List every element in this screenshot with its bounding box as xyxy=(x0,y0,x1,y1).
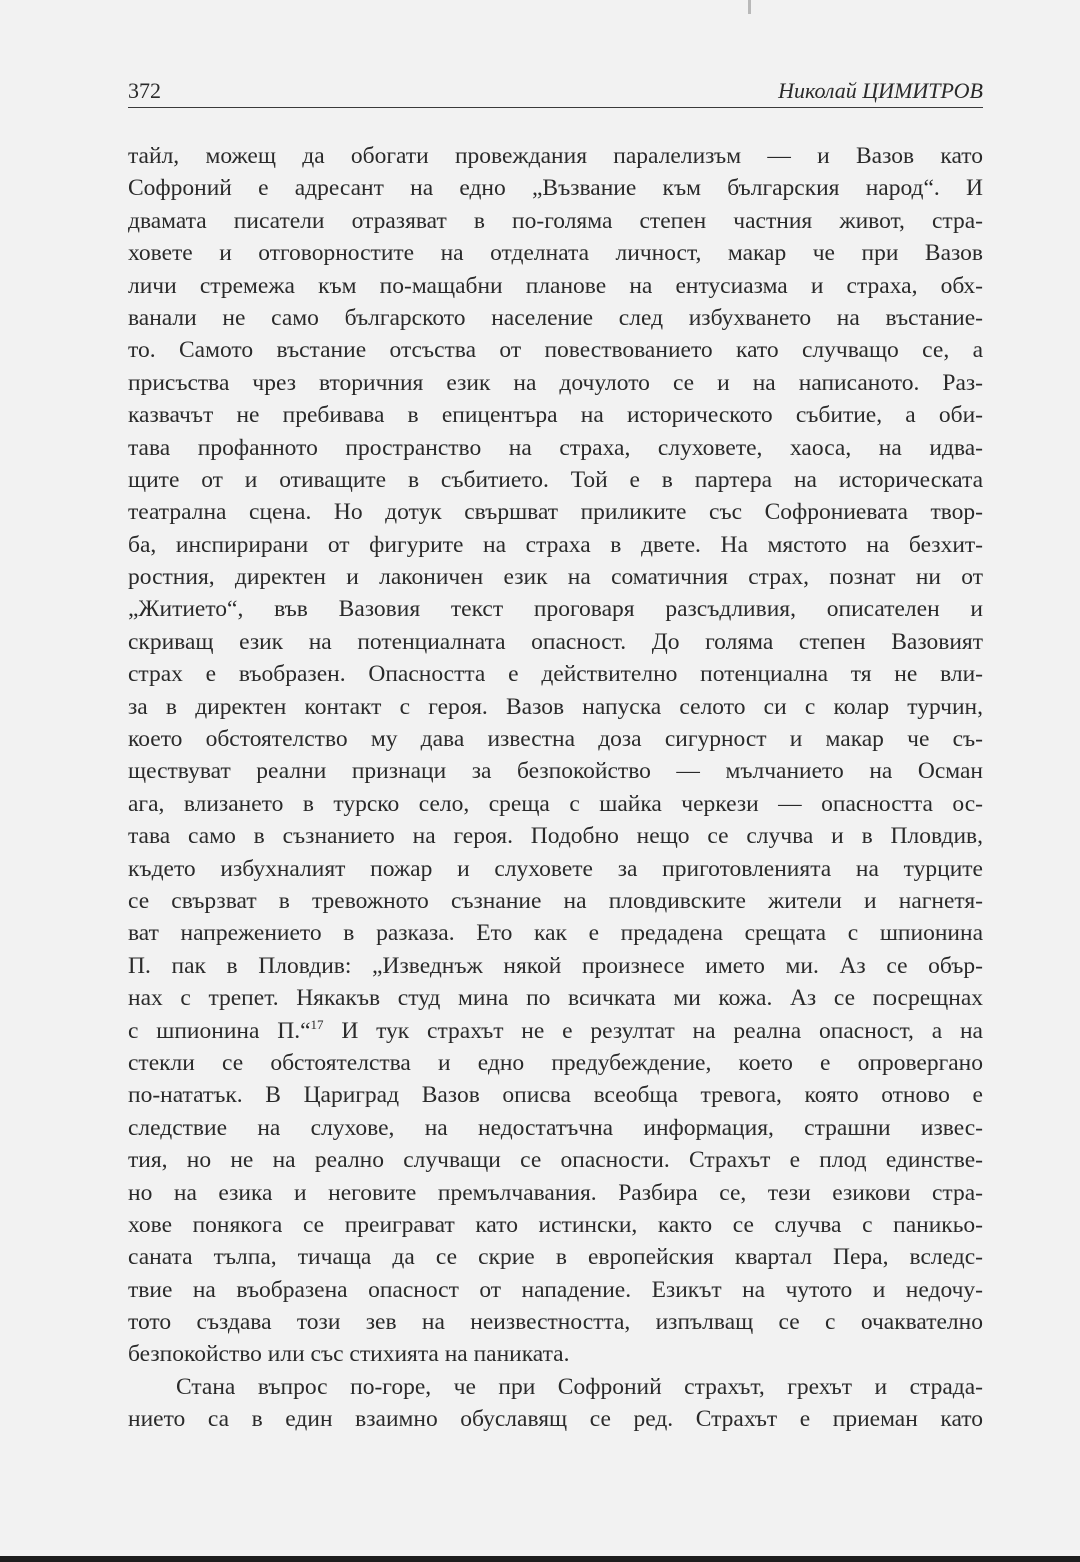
text-line: двамата писатели отразяват в по-голяма степен частния живот, стра- xyxy=(128,207,983,234)
text-line: П. пак в Пловдив: „Изведнъж някой произнесе името ми. Аз се обър- xyxy=(128,952,983,979)
text-line: ванали не само българското население след избухването на въстание- xyxy=(128,304,983,331)
paragraph-end-line: безпокойство или със стихията на паниката. xyxy=(128,1341,570,1368)
page-number: 372 xyxy=(128,78,161,103)
scan-bottom-edge xyxy=(0,1556,1080,1562)
text-line: ага, влизането в турско село, среща с шайка черкези — опасността ос- xyxy=(128,790,983,817)
text-line: тайл, можещ да обогати провеждания паралелизъм — и Вазов като xyxy=(128,143,983,169)
text-line: ростния, директен и лаконичен език на соматичния страх, познат ни от xyxy=(128,564,983,591)
text-line: но на езика и неговите премълчавания. Разбира се, тези езикови стра- xyxy=(128,1179,983,1206)
text-line: страх е въобразен. Опасността е действително потенциална тя не вли- xyxy=(128,661,983,688)
text-line: личи стремежа към по-мащабни планове на ентусиазма и страха, обх- xyxy=(128,272,983,299)
footnote-line-end: И тук страхът не е резултат на реална опасност, а на xyxy=(323,1017,983,1044)
header-rule xyxy=(128,107,983,108)
footnote-line-start: с шпионина П.“ xyxy=(128,1017,311,1044)
text-line-with-footnote xyxy=(128,1015,983,1047)
footnote-reference[interactable]: 17 xyxy=(310,1016,324,1032)
text-line: ществуват реални признаци за безпокойство — мълчанието на Осман xyxy=(128,758,983,785)
text-line: то. Самото въстание отсъства от повествованието като случващо се, а xyxy=(128,337,983,364)
text-line: където избухналият пожар и слуховете за приготовленията на турците xyxy=(128,855,983,882)
text-line: по-нататък. В Цариград Вазов описва всеобща тревога, която отново е xyxy=(128,1082,983,1109)
text-line: казвачът не пребивава в епицентъра на историческото събитие, а оби- xyxy=(128,402,983,429)
body-text xyxy=(128,140,983,1436)
text-line: нах с трепет. Някакъв студ мина по всичката ми кожа. Аз се посрещнах xyxy=(128,985,983,1012)
running-head-author: Николай ЦИМИТРОВ xyxy=(778,78,983,103)
scan-speck xyxy=(748,0,751,14)
paragraph-first-line: Стана въпрос по-горе, че при Софроний страхът, грехът и страда- xyxy=(176,1373,983,1400)
text-line: твие на въобразена опасност от нападение. Езикът на чутото и недочу- xyxy=(128,1276,983,1303)
text-line: нието са в един взаимно обуславящ се ред. Страхът е приеман като xyxy=(128,1406,983,1433)
text-line: присъства чрез вторичния език на дочулото се и на написаното. Раз- xyxy=(128,369,983,396)
text-line: за в директен контакт с героя. Вазов напуска селото си с колар турчин, xyxy=(128,693,983,720)
text-line: тава профанното пространство на страха, слуховете, хаоса, на идва- xyxy=(128,434,983,461)
text-line: ба, инспирирани от фигурите на страха в двете. На мястото на безхит- xyxy=(128,531,983,558)
text-line: Софроний е адресант на едно „Възвание към българския народ“. И xyxy=(128,175,983,202)
text-line: се свързват в тревожното съзнание на пловдивските жители и нагнетя- xyxy=(128,887,983,914)
text-line: театрална сцена. Но дотук свършват приликите със Софрониевата твор- xyxy=(128,499,983,526)
text-line: тия, но не на реално случващи се опасности. Страхът е плод единстве- xyxy=(128,1147,983,1174)
text-line: следствие на слухове, на недостатъчна информация, страшни извес- xyxy=(128,1114,983,1141)
text-line: ховете и отговорностите на отделната личност, макар че при Вазов xyxy=(128,240,983,267)
page-header xyxy=(128,76,983,106)
text-line: тава само в съзнанието на героя. Подобно нещо се случва и в Пловдив, xyxy=(128,823,983,850)
text-line: саната тълпа, тичаща да се скрие в европейския квартал Пера, вследс- xyxy=(128,1244,983,1271)
text-line: стекли се обстоятелства и едно предубеждение, което е опровергано xyxy=(128,1049,983,1076)
text-line: щите от и отиващите в събитието. Той е в партера на историческата xyxy=(128,466,983,493)
text-line: тото създава този зев на неизвестността, изпълващ се с очаквателно xyxy=(128,1309,983,1336)
text-line: ват напрежението в разказа. Ето как е предадена срещата с шпионина xyxy=(128,920,983,947)
text-line: което обстоятелство му дава известна доза сигурност и макар че съ- xyxy=(128,726,983,753)
text-line: скриващ език на потенциалната опасност. До голяма степен Вазовият xyxy=(128,628,983,655)
text-line: „Житието“, във Вазовия текст проговаря разсъдливия, описателен и xyxy=(128,596,983,623)
text-line: хове понякога се преиграват като истински, както се случва с паникьо- xyxy=(128,1211,983,1238)
